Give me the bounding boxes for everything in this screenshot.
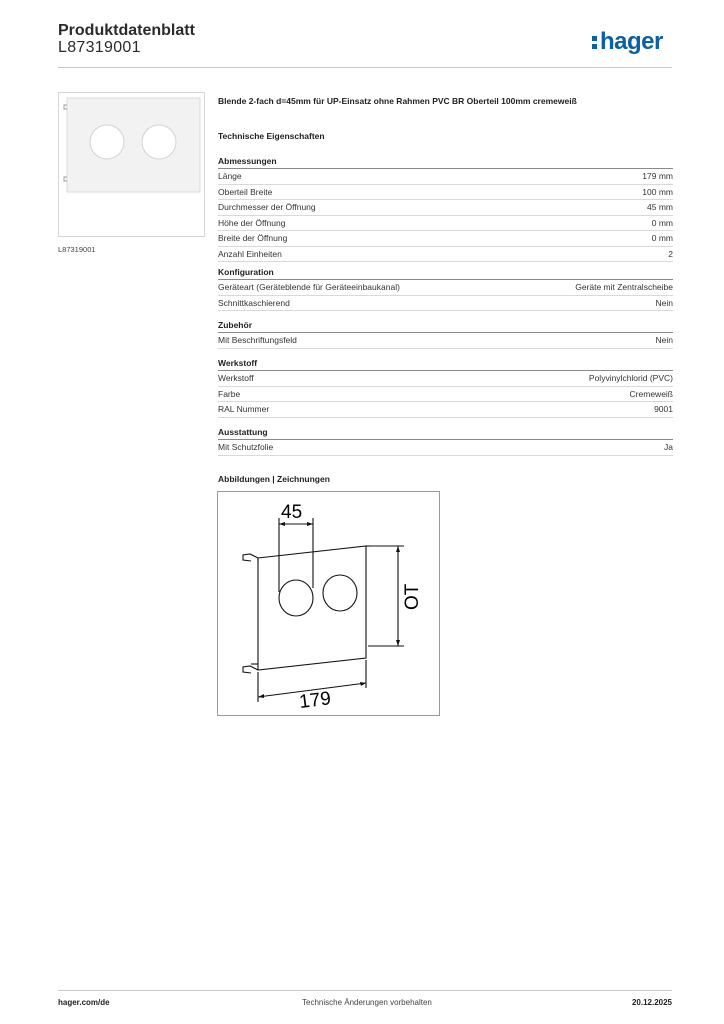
spec-value: 100 mm <box>642 186 673 197</box>
spec-value: Nein <box>655 335 673 345</box>
footer-divider <box>58 990 672 991</box>
spec-label: RAL Nummer <box>218 404 270 414</box>
page-title: Produktdatenblatt <box>58 22 195 39</box>
section-title: Zubehör <box>218 319 673 333</box>
section-configuration <box>218 266 673 311</box>
spec-label: Geräteart (Geräteblende für Geräteeinbaukanal) <box>218 282 400 292</box>
header-divider <box>58 67 672 68</box>
spec-value: Nein <box>655 297 673 308</box>
spec-value: Cremeweiß <box>629 388 673 399</box>
spec-row <box>218 231 673 247</box>
spec-value: 179 mm <box>642 171 673 181</box>
spec-value: 0 mm <box>651 233 673 243</box>
spec-row <box>218 169 673 185</box>
dim-diameter-label: 45 <box>281 502 303 523</box>
figures-heading: Abbildungen | Zeichnungen <box>218 474 330 484</box>
spec-row <box>218 296 673 312</box>
section-title: Konfiguration <box>218 266 673 280</box>
dimension-drawing <box>218 492 439 715</box>
spec-value: 0 mm <box>651 217 673 228</box>
section-dimensions <box>218 155 673 262</box>
spec-row <box>218 371 673 387</box>
product-thumbnail <box>58 92 205 237</box>
spec-value: Ja <box>664 442 673 452</box>
spec-label: Mit Beschriftungsfeld <box>218 335 297 345</box>
spec-label: Durchmesser der Öffnung <box>218 202 316 212</box>
logo-mark-icon <box>592 34 598 50</box>
spec-label: Länge <box>218 171 242 181</box>
footer-website: hager.com/de <box>58 998 110 1007</box>
hager-logo <box>592 28 663 56</box>
section-title: Ausstattung <box>218 426 673 440</box>
spec-row <box>218 333 673 349</box>
spec-value: Geräte mit Zentralscheibe <box>575 282 673 292</box>
spec-value: 45 mm <box>647 202 673 212</box>
spec-row <box>218 402 673 418</box>
spec-row <box>218 387 673 403</box>
spec-label: Werkstoff <box>218 373 254 383</box>
section-material <box>218 357 673 418</box>
section-title: Werkstoff <box>218 357 673 371</box>
spec-value: 2 <box>668 248 673 259</box>
footer-date: 20.12.2025 <box>631 998 672 1007</box>
dim-length-label: 179 <box>298 688 333 713</box>
product-title: Blende 2-fach d=45mm für UP-Einsatz ohne Rahmen PVC BR Oberteil 100mm cremeweiß <box>218 96 577 106</box>
article-number: L87319001 <box>58 39 141 56</box>
technical-drawing <box>217 491 440 716</box>
spec-row <box>218 440 673 456</box>
spec-label: Höhe der Öffnung <box>218 217 286 228</box>
dim-height-label: OT <box>402 583 423 610</box>
spec-label: Breite der Öffnung <box>218 233 288 243</box>
spec-row <box>218 247 673 263</box>
section-equipment <box>218 426 673 456</box>
spec-label: Mit Schutzfolie <box>218 442 274 452</box>
spec-row <box>218 200 673 216</box>
section-accessories <box>218 319 673 349</box>
spec-value: Polyvinylchlorid (PVC) <box>588 373 673 383</box>
spec-row <box>218 280 673 296</box>
spec-row <box>218 216 673 232</box>
spec-value: 9001 <box>654 404 673 414</box>
spec-label: Farbe <box>218 388 241 399</box>
spec-label: Oberteil Breite <box>218 186 273 197</box>
cover-plate-image <box>59 93 204 236</box>
spec-label: Schnittkaschierend <box>218 297 290 308</box>
logo-text: hager <box>600 28 663 55</box>
footer-note: Technische Änderungen vorbehalten <box>302 998 432 1007</box>
section-title: Abmessungen <box>218 155 673 169</box>
spec-label: Anzahl Einheiten <box>218 248 282 259</box>
thumbnail-caption: L87319001 <box>58 245 96 254</box>
tech-heading: Technische Eigenschaften <box>218 131 325 141</box>
spec-row <box>218 185 673 201</box>
